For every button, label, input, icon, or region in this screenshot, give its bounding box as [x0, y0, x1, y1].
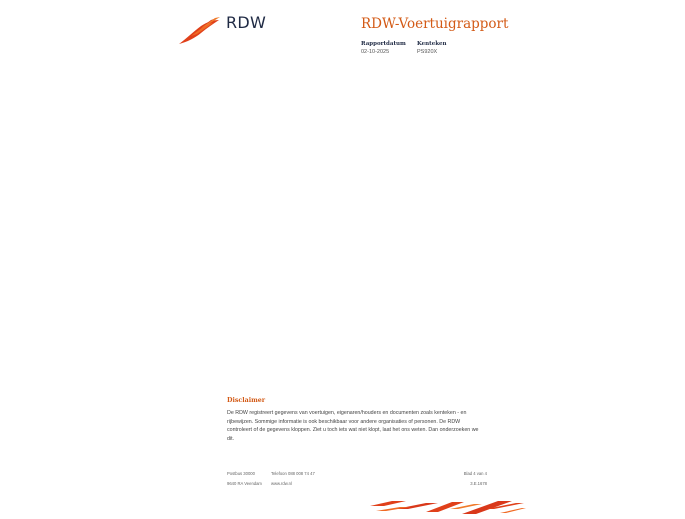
footer-page-info — [440, 469, 487, 489]
footer-code: 3.E.1678 — [470, 481, 487, 486]
footer-address — [227, 469, 262, 489]
logo-text: RDW — [226, 13, 267, 32]
footer-page-number: Blad 4 van 4 — [463, 471, 487, 476]
rdw-logo-icon — [177, 14, 221, 51]
disclaimer-title: Disclaimer — [227, 397, 266, 404]
report-date-label: Rapportdatum — [361, 41, 406, 47]
report-date-value: 02-10-2025 — [361, 49, 390, 55]
report-date-block — [361, 40, 406, 56]
footer-phone: Telefoon 088 008 74 47 — [271, 471, 315, 476]
footer-city: 9640 RA Veendam — [227, 481, 262, 486]
footer-web[interactable]: www.rdw.nl — [271, 481, 292, 486]
plate-value: PS920X — [417, 49, 438, 55]
plate-block — [417, 40, 447, 56]
report-title: RDW-Voertuigrapport — [361, 16, 509, 32]
footer-postbus: Postbus 30000 — [227, 471, 255, 476]
decorative-stripes-icon — [366, 497, 526, 519]
disclaimer-body: De RDW registreert gegevens van voertuigen, eigenaren/houders en documenten zoals kenteken - en rijbewijzen. Sommige informatie is ook beschikbaar voor andere organisaties of personen. De RDW controleert of de gegevens kloppen. Ziet u toch iets wat niet klopt, laat het ons weten. Dan onderzoeken we dit. — [227, 410, 479, 442]
plate-label: Kenteken — [417, 41, 447, 47]
footer-contact — [271, 469, 315, 489]
